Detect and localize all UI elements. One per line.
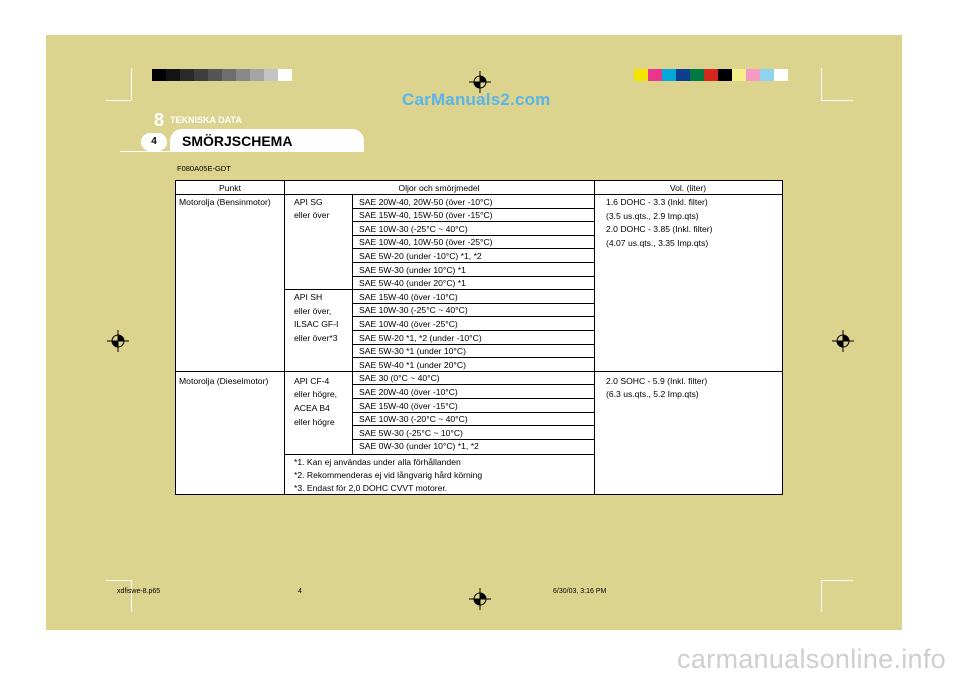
header-divider (120, 151, 364, 152)
column-divider (594, 181, 595, 494)
oil-grade: SAE 10W-40 (över -25°C) (359, 318, 458, 329)
color-swatch (634, 69, 648, 81)
document-code: F080A05E-GDT (177, 164, 231, 173)
color-swatch (648, 69, 662, 81)
api-spec-line: eller över (294, 210, 330, 220)
crop-mark (821, 68, 822, 100)
api-spec-line: eller högre, (294, 389, 337, 399)
crop-mark (821, 100, 853, 101)
api-spec-line: ILSAC GF-I (294, 319, 339, 329)
oil-grade: SAE 15W-40 (över -15°C) (359, 400, 458, 411)
page-number: 4 (141, 133, 167, 151)
volume-line: (4.07 us.qts., 3.35 Imp.qts) (606, 238, 709, 248)
notes-rule (284, 454, 594, 455)
color-swatch (208, 69, 222, 81)
oil-grade: SAE 15W-40, 15W-50 (över -15°C) (359, 210, 493, 221)
volume-line: (6.3 us.qts., 5.2 Imp.qts) (606, 389, 699, 399)
crop-mark (131, 580, 132, 612)
registration-mark-icon (832, 330, 854, 352)
color-swatch (236, 69, 250, 81)
footer-date: 6/30/03, 3:16 PM (553, 588, 607, 595)
api-spec-line: API SH (294, 292, 323, 302)
api-spec-line: eller över*3 (294, 333, 338, 343)
punkt-diesel: Motorolja (Dieselmotor) (179, 376, 269, 386)
registration-mark-icon (107, 330, 129, 352)
color-swatch (732, 69, 746, 81)
volume-line: (3.5 us.qts., 2.9 Imp.qts) (606, 211, 699, 221)
header-punkt: Punkt (219, 183, 241, 193)
footnote: *2. Rekommenderas ej vid långvarig hård körning (294, 470, 483, 480)
oil-grade: SAE 10W-40, 10W-50 (över -25°C) (359, 237, 493, 248)
oil-grade: SAE 5W-40 *1 (under 20°C) (359, 359, 466, 370)
api-spec-line: eller över, (294, 306, 332, 316)
color-swatch (250, 69, 264, 81)
color-swatch (264, 69, 278, 81)
oil-grade: SAE 30 (0°C ~ 40°C) (359, 373, 440, 384)
oil-grade: SAE 10W-30 (-20°C ~ 40°C) (359, 414, 468, 425)
oil-grade: SAE 20W-40 (över -10°C) (359, 386, 458, 397)
volume-line: 1.6 DOHC - 3.3 (Inkl. filter) (606, 197, 708, 207)
footer-page: 4 (298, 588, 302, 595)
header-volume: Vol. (liter) (669, 183, 707, 193)
oil-grade: SAE 20W-40, 20W-50 (över -10°C) (359, 196, 493, 207)
oil-grade: SAE 15W-40 (över -10°C) (359, 291, 458, 302)
crop-mark (131, 68, 132, 100)
oil-grade: SAE 5W-30 (-25°C ~ 10°C) (359, 427, 463, 438)
color-swatch (222, 69, 236, 81)
color-swatch (180, 69, 194, 81)
column-divider (352, 194, 353, 454)
crop-mark (821, 580, 853, 581)
watermark-link[interactable]: CarManuals2.com (402, 90, 551, 109)
color-swatch (662, 69, 676, 81)
color-swatch (760, 69, 774, 81)
column-divider (284, 181, 285, 494)
oil-grade: SAE 5W-30 (under 10°C) *1 (359, 264, 466, 275)
footnote: *3. Endast för 2,0 DOHC CVVT motorer. (294, 483, 448, 493)
chapter-label: TEKNISKA DATA (170, 115, 242, 125)
color-swatch (746, 69, 760, 81)
registration-mark-icon (469, 588, 491, 610)
oil-grade: SAE 10W-30 (-25°C ~ 40°C) (359, 305, 468, 316)
crop-mark (106, 580, 131, 581)
header-oil: Oljor och smörjmedel (398, 183, 480, 193)
color-swatch (774, 69, 788, 81)
color-swatch (278, 69, 292, 81)
grayscale-calibration-bar (152, 69, 292, 81)
api-spec-line: API CF-4 (294, 376, 330, 386)
oil-grade: SAE 10W-30 (-25°C ~ 40°C) (359, 223, 468, 234)
chapter-number: 8 (154, 110, 165, 130)
volume-line: 2.0 DOHC - 3.85 (Inkl. filter) (606, 224, 713, 234)
footnote: *1. Kan ej användas under alla förhållanden (294, 457, 461, 467)
group-rule (594, 371, 782, 372)
crop-mark (821, 580, 822, 612)
color-swatch (690, 69, 704, 81)
punkt-petrol: Motorolja (Bensinmotor) (179, 197, 271, 207)
footer-filename: xdfiswe-8.p65 (117, 588, 161, 595)
color-swatch (676, 69, 690, 81)
oil-grade: SAE 5W-30 *1 (under 10°C) (359, 346, 466, 357)
color-calibration-bar (634, 69, 788, 81)
section-title: SMÖRJSCHEMA (182, 133, 293, 149)
api-spec-line: ACEA B4 (294, 403, 330, 413)
color-swatch (152, 69, 166, 81)
oil-grade: SAE 5W-20 *1, *2 (under -10°C) (359, 332, 482, 343)
watermark-bottom: carmanualsonline.info (677, 644, 946, 674)
color-swatch (194, 69, 208, 81)
crop-mark (106, 100, 131, 101)
oil-grade: SAE 0W-30 (under 10°C) *1, *2 (359, 441, 479, 452)
lubrication-table (175, 180, 783, 495)
oil-grade: SAE 5W-40 (under 20°C) *1 (359, 278, 466, 289)
oil-grade: SAE 5W-20 (under -10°C) *1, *2 (359, 250, 482, 261)
api-spec-line: API SG (294, 197, 323, 207)
volume-line: 2.0 SOHC - 5.9 (Inkl. filter) (606, 376, 708, 386)
color-swatch (704, 69, 718, 81)
color-swatch (718, 69, 732, 81)
api-spec-line: eller högre (294, 417, 335, 427)
color-swatch (166, 69, 180, 81)
